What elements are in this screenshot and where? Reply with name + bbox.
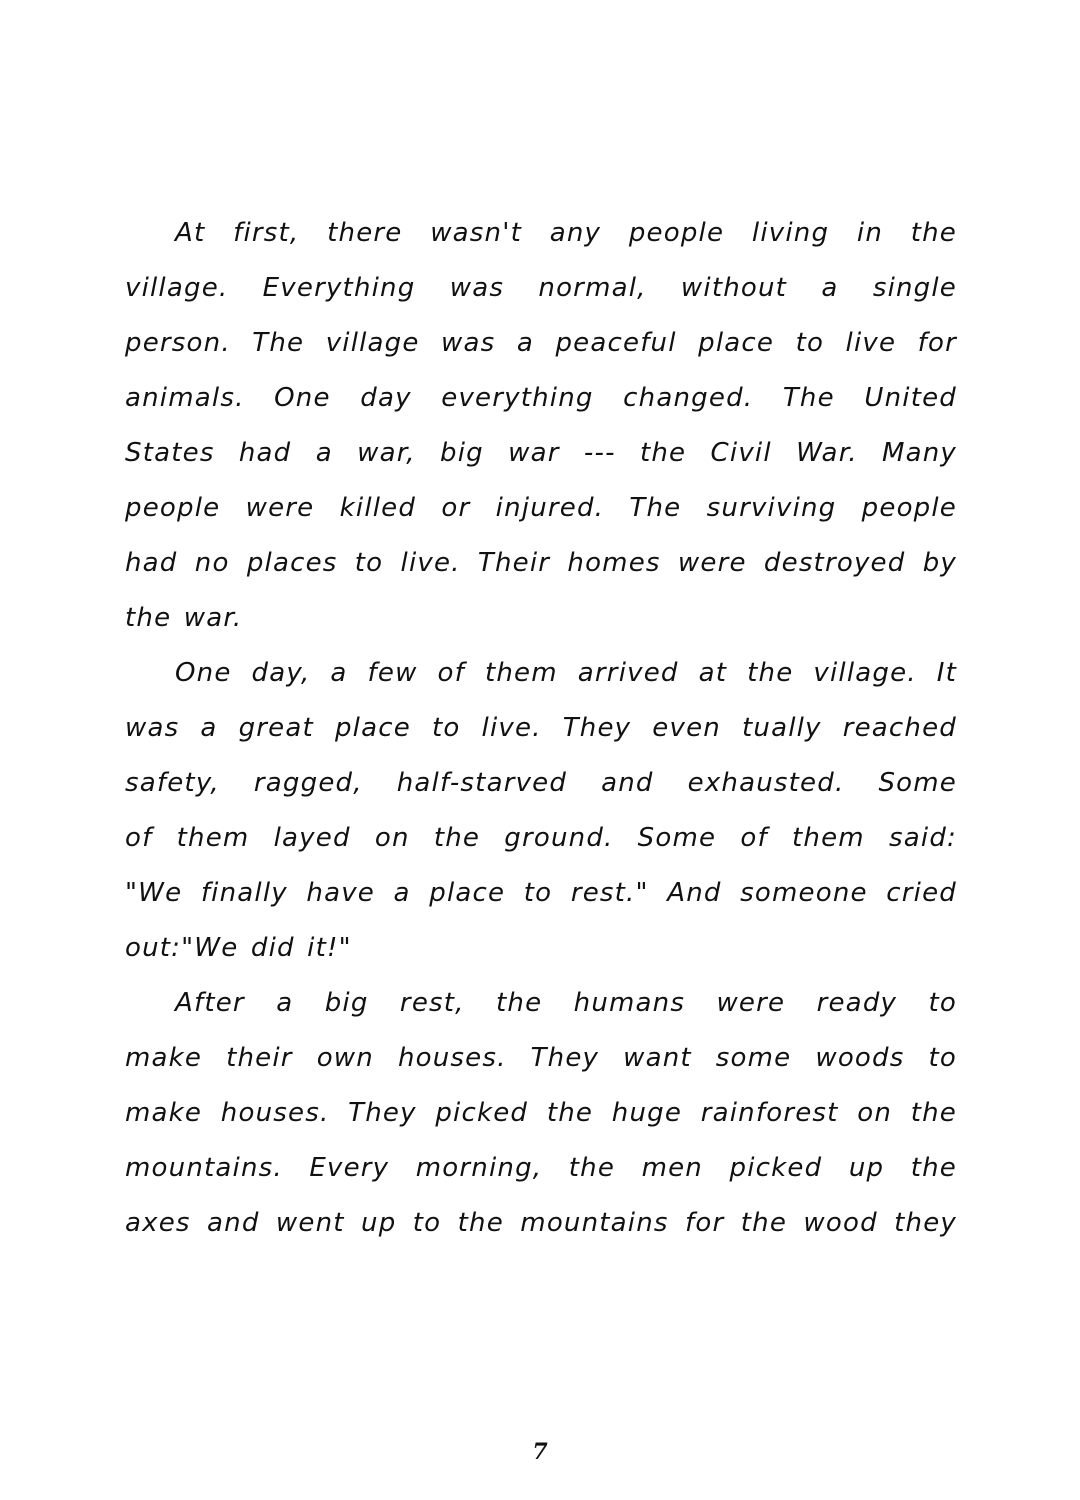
text-line: make houses. They picked the huge rainforest on the (125, 1098, 957, 1128)
text-line: had no places to live. Their homes were destroyed by (125, 548, 957, 578)
text-line: people were killed or injured. The surviving people (125, 493, 957, 523)
text-line: of them layed on the ground. Some of them said: (125, 823, 957, 853)
text-line: After a big rest, the humans were ready to (175, 988, 957, 1018)
text-line: States had a war, big war --- the Civil War. Many (125, 438, 957, 468)
text-line: the war. (125, 603, 243, 633)
text-line: mountains. Every morning, the men picked up the (125, 1153, 957, 1183)
text-line: safety, ragged, half-starved and exhausted. Some (125, 768, 957, 798)
text-line: person. The village was a peaceful place to live for (125, 328, 957, 358)
body-text (125, 206, 957, 1251)
text-line: was a great place to live. They even tually reached (125, 713, 957, 743)
text-line: "We finally have a place to rest." And someone cried (125, 878, 957, 908)
text-line: One day, a few of them arrived at the village. It (175, 658, 957, 688)
text-line: At first, there wasn't any people living in the (175, 218, 957, 248)
text-line: make their own houses. They want some woods to (125, 1043, 957, 1073)
text-line: animals. One day everything changed. The United (125, 383, 957, 413)
text-line: village. Everything was normal, without a single (125, 273, 957, 303)
page-number: 7 (532, 1439, 548, 1465)
text-line: out:"We did it!" (125, 933, 352, 963)
text-line: axes and went up to the mountains for the wood they (125, 1208, 957, 1238)
